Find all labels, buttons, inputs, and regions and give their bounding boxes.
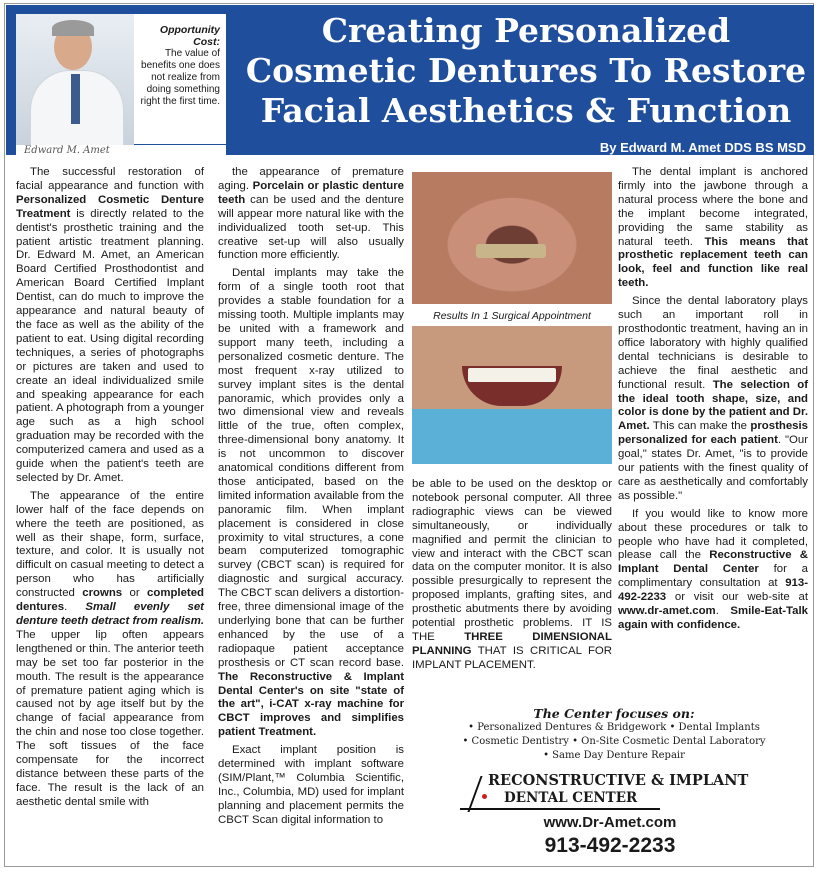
paragraph: The successful restoration of facial appearance and function with Personalized Cosmetic Denture Treatment is directly related to the dentist's prosthetic training and the patient artistic treatment planning. Dr. Edward M. Amet, an American Board Certified Prosthodontist and American Board Certified Implant Dentist, can do much to improve the appearance and natural beauty of the face as well as the ability of the patient to eat. Using digital recording techniques, a series of photographs or pictures are taken and used to create an ideal individualized smile and speaking appearance for each patient. A photograph from a younger age such as a high school graduation may be recorded with the computerized camera and used as a guide when the patient's teeth are selected by Dr. Amet.	[16, 166, 204, 484]
title-line: Creating Personalized	[321, 11, 731, 50]
column-4	[618, 166, 808, 633]
opportunity-cost-quote	[134, 14, 226, 144]
article-title	[234, 11, 818, 131]
signature: Edward M. Amet	[16, 145, 226, 159]
center-logo	[460, 772, 760, 812]
paragraph: Exact implant position is determined with implant software (SIM/Plant,™ Columbia Scientific, Inc., Columbia, MD) used for implant planning and placement permits the CBCT Scan digital information to	[218, 744, 404, 826]
focus-line: • Personalized Dentures & Bridgework • Dental Implants	[468, 722, 760, 733]
quote-title: Opportunity Cost:	[159, 24, 220, 48]
title-line: Cosmetic Dentures To Restore	[245, 51, 807, 90]
photo-caption: Results In 1 Surgical Appointment	[433, 310, 591, 322]
column-3	[412, 478, 612, 673]
paragraph: Dental implants may take the form of a single tooth root that provides a stable foundation for a missing tooth. Multiple implants may be united with a framework and support many teeth, including a personalized cosmetic denture. The most frequent x-ray utilized to survey implant sites is the dental panoramic, which provides only a two dimensional view and reveals little of the true, often complex, three-dimensional bony anatomy. It is not uncommon to discover anatomical conditions different from those anticipated, based on the limited information available from the panoramic film. When implant placement is considered in close proximity to vital structures, a cone beam computerized tomographic survey (CBCT scan) is required for diagnostic and surgical accuracy. The CBCT scan delivers a distortion-free, three dimensional image of the underlying bone that can be further enhanced by the use of a radiopaque patient acceptance prosthesis or CT scan record base. The Reconstructive & Implant Dental Center's on site "state of the art", i-CAT x-ray machine for CBCT improves and simplifies patient Treatment.	[218, 267, 404, 739]
phone-number[interactable]: 913-492-2233	[544, 834, 676, 857]
focus-heading: The Center focuses on:	[533, 706, 695, 721]
doctor-photo	[16, 14, 134, 145]
paragraph: Since the dental laboratory plays such an important roll in prosthodontic treatment, having an in office laboratory with highly qualified dental technicians is desirable to achieve the final aesthetic and functional result. The selection of the ideal tooth shape, size, and color is done by the patient and Dr. Amet. This can make the prosthesis personalized for each patient. "Our goal," states Dr. Amet, "is to provide our patients with the finest quality of care as aesthetically and comfortably as possible."	[618, 295, 808, 502]
center-focus-box	[412, 706, 816, 763]
title-line: Facial Aesthetics & Function	[260, 91, 792, 130]
paragraph: The dental implant is anchored firmly into the jawbone through a natural process where the bone and the implant become integrated, providing the same stability as natural teeth. This means that prosthetic replacement teeth can look, feel and function like real teeth.	[618, 166, 808, 290]
header-banner	[6, 5, 814, 155]
paragraph: the appearance of premature aging. Porcelain or plastic denture teeth can be used and the denture will appear more natural like with the individualized tooth set-up. This creative set-up will also usually function more efficiently.	[218, 166, 404, 262]
byline: By Edward M. Amet DDS BS MSD	[599, 140, 806, 155]
paragraph: If you would like to know more about these procedures or talk to people who have had it completed, please call the Reconstructive & Implant Dental Center for a complimentary consultation at 913-492-2233 or visit our web-site at www.dr-amet.com. Smile-Eat-Talk again with confidence.	[618, 507, 808, 631]
before-photo	[412, 172, 612, 304]
logo-line-1: RECONSTRUCTIVE & IMPLANT	[488, 772, 749, 789]
quote-body: The value of benefits one does not realize from doing something right the first time.	[140, 48, 220, 107]
column-2	[218, 166, 404, 828]
logo-line-2: DENTAL CENTER	[504, 790, 638, 806]
paragraph: The appearance of the entire lower half of the face depends on where the teeth are positioned, as well as their shape, form, surface, texture, and color. It is usually not difficult on casual meeting to detect a person who has artificially constructed crowns or completed dentures. Small evenly set denture teeth detract from realism. The upper lip often appears lengthened or thin. The anterior teeth may be set too far posterior in the mouth. The result is the appearance of premature patient aging which is caused not by age itself but by the change of facial appearance from the chin and nose too close together. The soft tissues of the face compensate for the incorrect distance between these parts of the face. The result is the lack of an aesthetic dental smile with	[16, 489, 204, 808]
website-link[interactable]: www.Dr-Amet.com	[543, 814, 677, 831]
column-1	[16, 166, 204, 810]
focus-line: • Cosmetic Dentistry • On-Site Cosmetic Dental Laboratory	[462, 736, 766, 747]
paragraph: be able to be used on the desktop or notebook personal computer. All three radiographic views can be viewed simultaneously, or individually magnified and permit the clinician to view and interact with the CBCT scan data on the computer monitor. It is also possible presurgically to represent the proposed implants, grafting sites, and prosthetic abutments there by avoiding potential prosthetic problems. IT IS THE THREE DIMENSIONAL PLANNING THAT IS CRITICAL FOR IMPLANT PLACEMENT.	[412, 478, 612, 671]
focus-line: • Same Day Denture Repair	[543, 750, 685, 761]
after-photo	[412, 326, 612, 464]
